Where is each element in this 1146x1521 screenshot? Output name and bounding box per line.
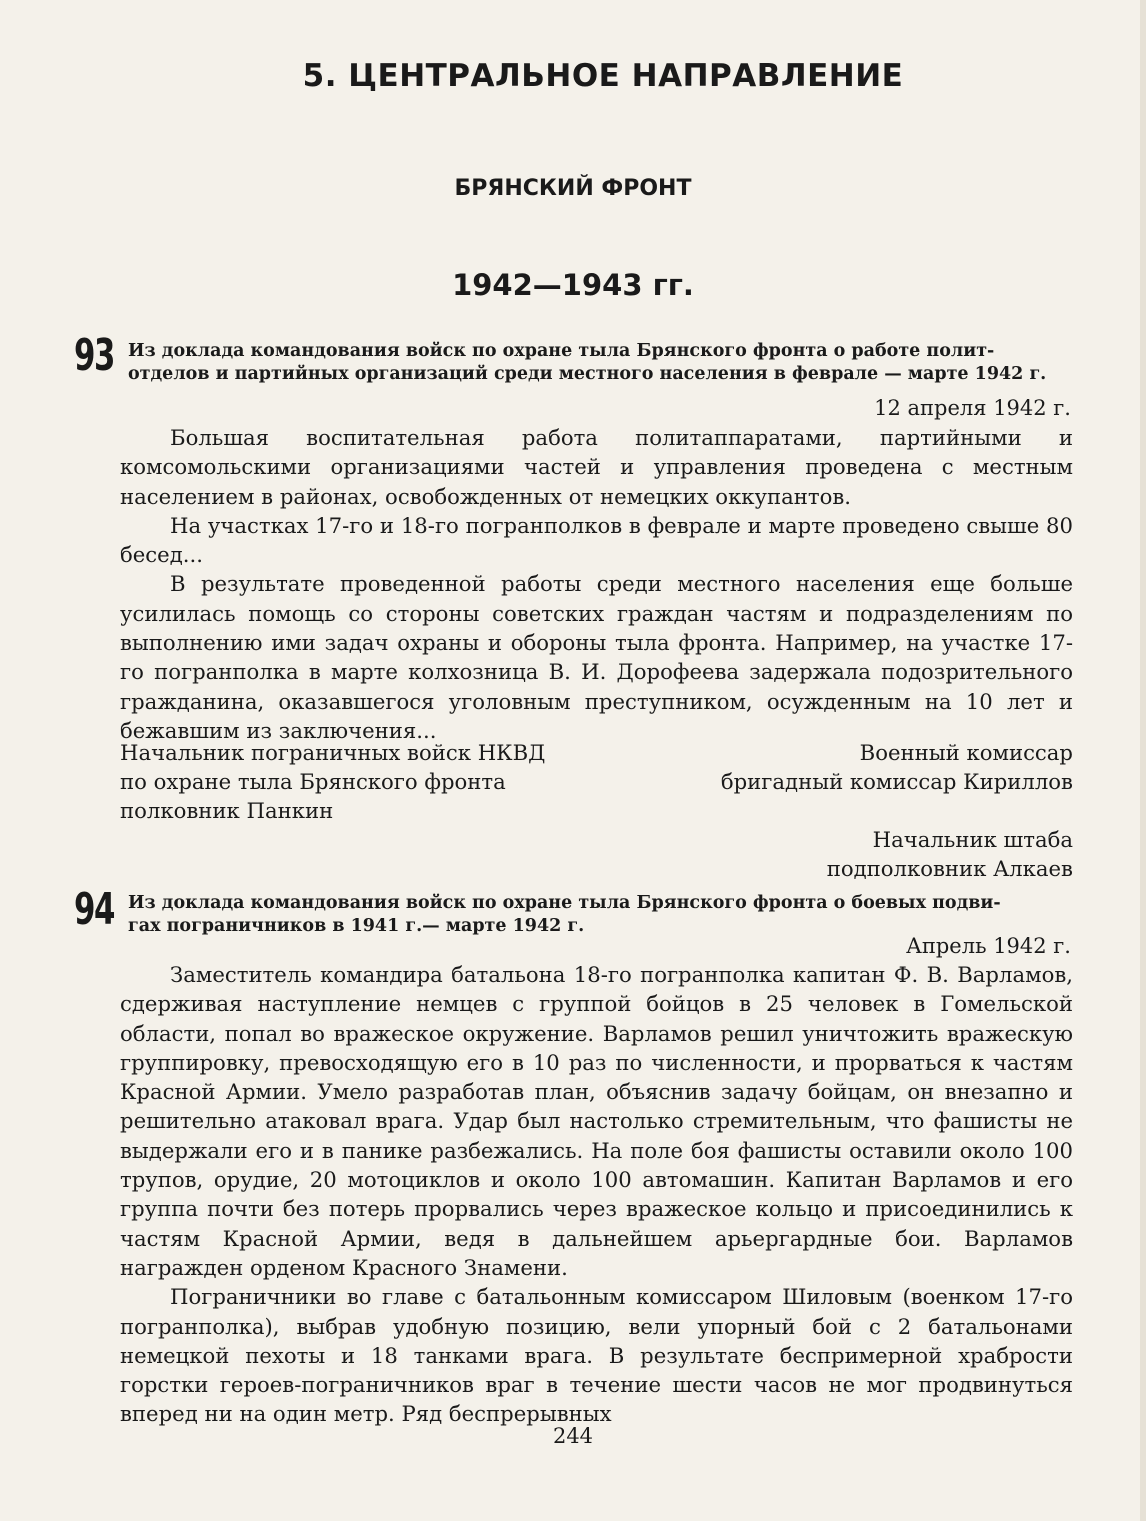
doc-93-heading-line2: отделов и партийных организаций среди местного населения в феврале — марте 1942 г. xyxy=(128,364,1047,384)
doc-94-heading-line2: гах пограничников в 1941 г.— марте 1942 г. xyxy=(128,916,585,936)
doc-93-heading xyxy=(128,340,1072,386)
doc-93-signatures xyxy=(120,738,1073,883)
paragraph: Большая воспитательная работа политаппаратами, партийными и комсомольскими организациями частей и управления проведена с местным населением в районах, освобожденных от немецких оккупантов. xyxy=(120,425,1073,509)
doc-94-heading xyxy=(128,892,1072,938)
signature-left-line1: Начальник пограничных войск НКВД xyxy=(120,740,546,765)
front-title: БРЯНСКИЙ ФРОНТ xyxy=(454,176,692,201)
signature-right-line2: бригадный комиссар Кириллов xyxy=(720,769,1073,794)
signature-chief-line1: Начальник штаба xyxy=(872,827,1073,852)
doc-94-body xyxy=(120,960,1073,1429)
doc-94-number: 94 xyxy=(74,884,115,935)
doc-93-body xyxy=(120,423,1073,745)
doc-93-date: 12 апреля 1942 г. xyxy=(874,396,1071,420)
page-edge-shadow xyxy=(1140,0,1146,1521)
doc-93-number: 93 xyxy=(74,330,115,381)
doc-93-heading-line1: Из доклада командования войск по охране тыла Брянского фронта о работе полит- xyxy=(128,341,995,361)
doc-94-date: Апрель 1942 г. xyxy=(905,934,1071,958)
paragraph: Пограничники во главе с батальонным комиссаром Шиловым (военком 17-го погранполка), выбрав удобную позицию, вели упорный бой с 2 батальонами немецкой пехоты и 18 танками врага. В результате беспримерной храбрости горстки героев-пограничников враг в течение шести часов не мог продвинуться вперед ни на один метр. Ряд беспрерывных xyxy=(120,1284,1073,1427)
doc-94-heading-line1: Из доклада командования войск по охране тыла Брянского фронта о боевых подви- xyxy=(128,893,1001,913)
paragraph: В результате проведенной работы среди местного населения еще больше усилилась помощь со стороны советских граждан частям и подразделениям по выполнению ими задач охраны и обороны тыла фронта. Например, на участке 17-го погранполка в марте колхозница В. И. Дорофеева задержала подозрительного гражданина, оказавшегося уголовным преступником, осужденным на 10 лет и бежавшим из заключения... xyxy=(120,571,1073,743)
signature-left-line2: по охране тыла Брянского фронта xyxy=(120,769,506,794)
section-title: 5. ЦЕНТРАЛЬНОЕ НАПРАВЛЕНИЕ xyxy=(302,58,904,94)
signature-left-line3: полковник Панкин xyxy=(120,798,334,823)
signature-chief-line2: подполковник Алкаев xyxy=(826,856,1073,881)
page-number: 244 xyxy=(552,1424,594,1448)
paragraph: Заместитель командира батальона 18-го погранполка капитан Ф. В. Варламов, сдерживая наступление немцев с группой бойцов в 25 человек в Гомельской области, попал во вражеское окружение. Варламов решил уничтожить вражескую группировку, превосходящую его в 10 раз по численности, и прорваться к частям Красной Армии. Умело разработав план, объяснив задачу бойцам, он внезапно и решительно атаковал врага. Удар был настолько стремительным, что фашисты не выдержали его и в панике разбежались. На поле боя фашисты оставили около 100 трупов, орудие, 20 мотоциклов и около 100 автомашин. Капитан Варламов и его группа почти без потерь прорвались через вражеское кольцо и присоединились к частям Красной Армии, ведя в дальнейшем арьергардные бои. Варламов награжден орденом Красного Знамени. xyxy=(120,962,1073,1280)
years-title: 1942—1943 гг. xyxy=(452,268,694,302)
signature-right-line1: Военный комиссар xyxy=(859,740,1073,765)
paragraph: На участках 17-го и 18-го погранполков в феврале и марте проведено свыше 80 бесед... xyxy=(120,512,1073,568)
